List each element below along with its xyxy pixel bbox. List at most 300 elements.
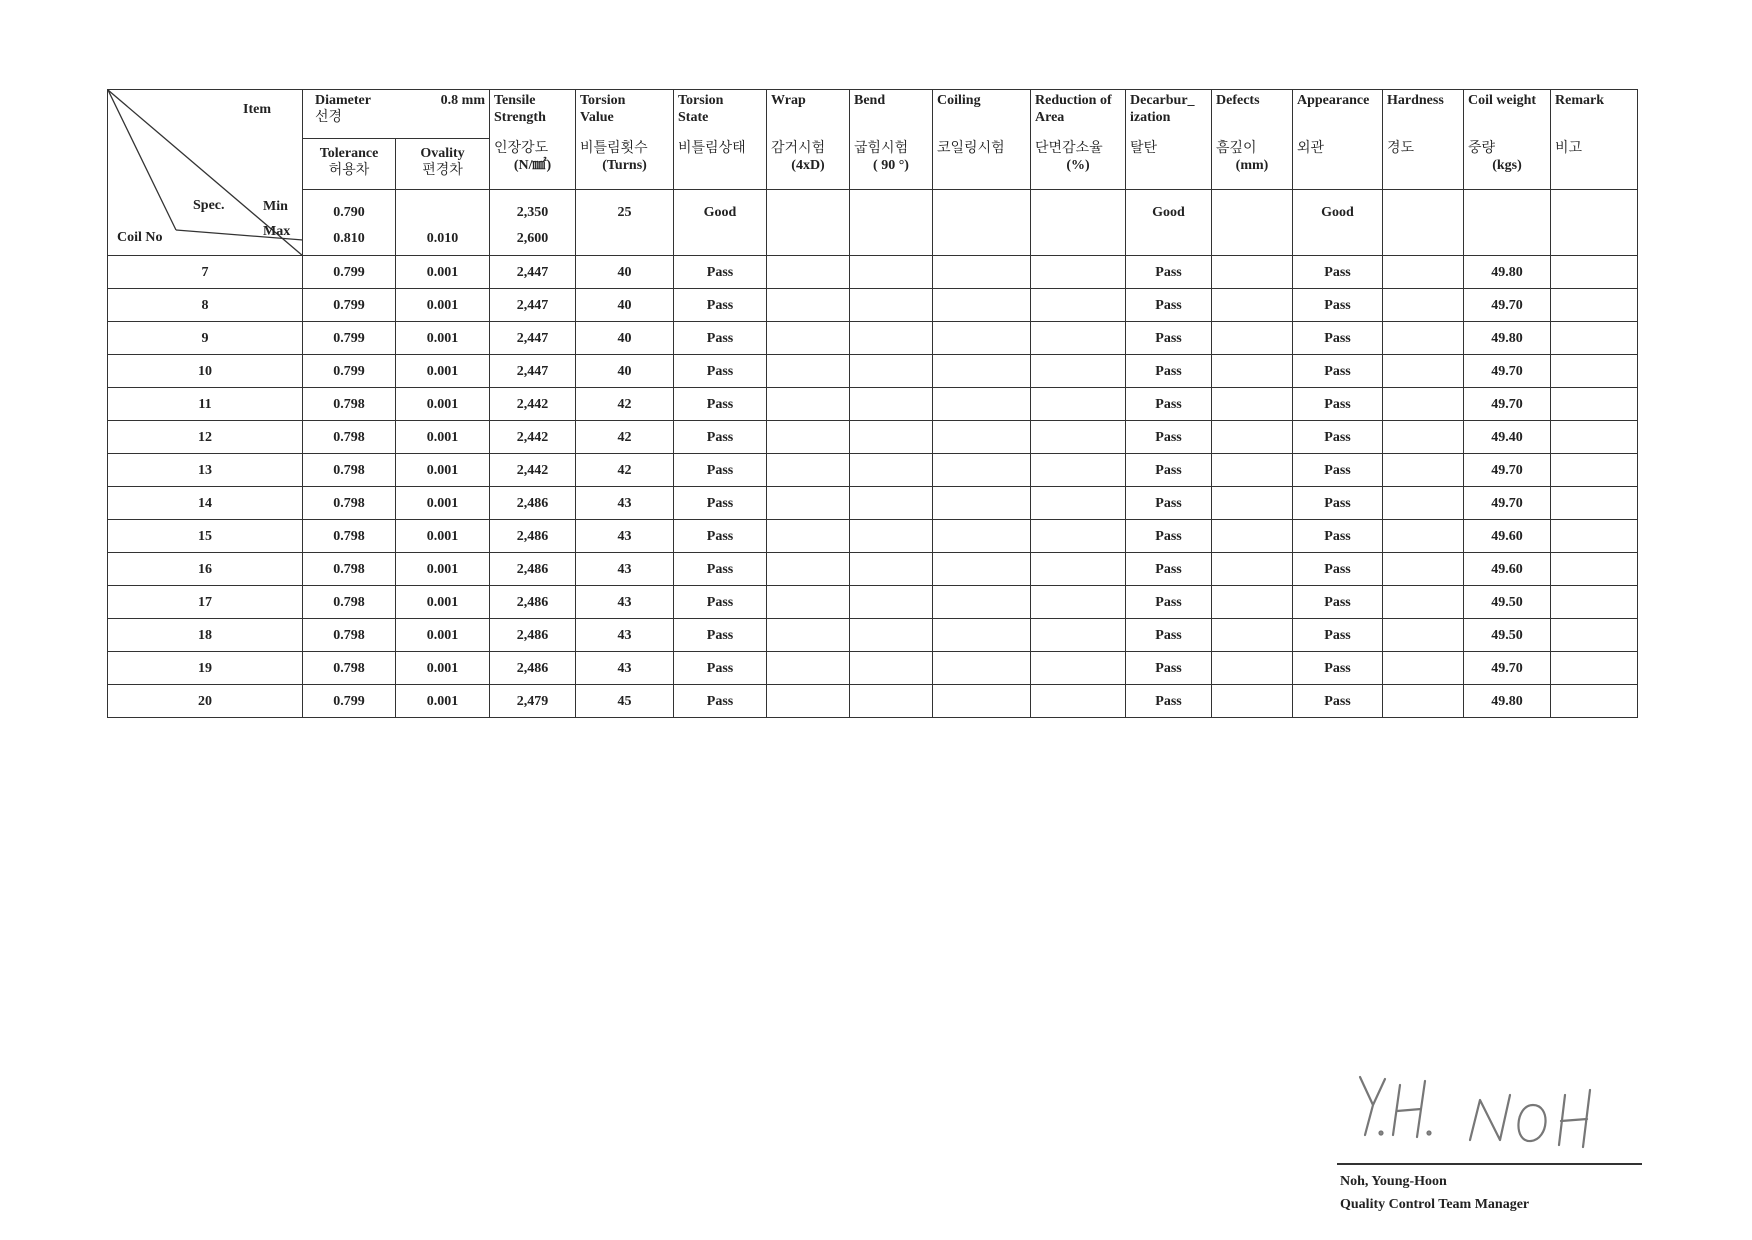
table-row	[108, 355, 1638, 388]
ovality-cell: 0.001	[396, 355, 490, 388]
inspection-table	[107, 89, 1638, 718]
ovality-header	[396, 139, 490, 190]
defects-label: Defects	[1216, 93, 1260, 108]
table-row	[108, 520, 1638, 553]
reduction-unit: (%)	[1066, 158, 1090, 173]
spec-min-tensile: 2,350	[516, 205, 549, 220]
defects-cell	[1212, 256, 1293, 289]
tolerance-header	[303, 139, 396, 190]
table-row	[108, 289, 1638, 322]
remark-cell	[1551, 289, 1638, 322]
coil-weight-cell: 49.80	[1464, 685, 1551, 718]
hardness-cell	[1383, 322, 1464, 355]
bend-header	[850, 90, 933, 190]
coil-no-cell: 17	[108, 586, 303, 619]
tensile-cell: 2,486	[490, 652, 576, 685]
reduction-cell	[1031, 487, 1126, 520]
tensile-ko: 인장강도	[494, 140, 549, 156]
coil-weight-cell: 49.70	[1464, 454, 1551, 487]
coiling-ko: 코일링시험	[937, 140, 1005, 156]
torsion-state-cell: Pass	[674, 421, 767, 454]
diameter-cell: 0.798	[303, 421, 396, 454]
coil-weight-cell: 49.80	[1464, 322, 1551, 355]
coil-weight-header	[1464, 90, 1551, 190]
tensile-cell: 2,479	[490, 685, 576, 718]
coil-weight-cell: 49.70	[1464, 652, 1551, 685]
hardness-cell	[1383, 388, 1464, 421]
coil-weight-cell: 49.70	[1464, 355, 1551, 388]
torsion-value-label-2: Value	[580, 110, 614, 125]
reduction-cell	[1031, 553, 1126, 586]
handwritten-signature	[1355, 1065, 1615, 1155]
coiling-cell	[933, 454, 1031, 487]
decarb-ko: 탈탄	[1130, 140, 1158, 156]
spec-torsion: 25	[576, 190, 674, 256]
torsion-state-ko: 비틀림상태	[678, 140, 746, 156]
coiling-cell	[933, 652, 1031, 685]
wrap-cell	[767, 388, 850, 421]
remark-cell	[1551, 685, 1638, 718]
coiling-cell	[933, 553, 1031, 586]
defects-cell	[1212, 454, 1293, 487]
corner-item-label: Item	[243, 102, 271, 117]
remark-cell	[1551, 454, 1638, 487]
spec-tensile	[490, 190, 576, 256]
tensile-cell: 2,486	[490, 520, 576, 553]
reduction-cell	[1031, 619, 1126, 652]
table-row	[108, 256, 1638, 289]
torsion-state-cell: Pass	[674, 685, 767, 718]
reduction-cell	[1031, 289, 1126, 322]
remark-cell	[1551, 322, 1638, 355]
torsion-value-cell: 43	[576, 520, 674, 553]
torsion-value-cell: 40	[576, 289, 674, 322]
defects-cell	[1212, 553, 1293, 586]
hardness-cell	[1383, 289, 1464, 322]
defects-header	[1212, 90, 1293, 190]
torsion-state-cell: Pass	[674, 355, 767, 388]
bend-ko: 굽힘시험	[854, 140, 909, 156]
coil-weight-cell: 49.70	[1464, 289, 1551, 322]
coil-weight-cell: 49.80	[1464, 256, 1551, 289]
ovality-cell: 0.001	[396, 652, 490, 685]
bend-cell	[850, 553, 933, 586]
reduction-cell	[1031, 586, 1126, 619]
coiling-cell	[933, 289, 1031, 322]
spec-remark	[1551, 190, 1638, 256]
spec-coil-weight	[1464, 190, 1551, 256]
tensile-cell: 2,447	[490, 322, 576, 355]
appearance-cell: Pass	[1293, 586, 1383, 619]
coil-weight-unit: (kgs)	[1492, 158, 1522, 173]
bend-cell	[850, 322, 933, 355]
appearance-cell: Pass	[1293, 454, 1383, 487]
ovality-cell: 0.001	[396, 289, 490, 322]
diameter-value: 0.8 mm	[440, 93, 485, 108]
bend-cell	[850, 256, 933, 289]
tensile-unit: (N/㎟)	[513, 158, 552, 173]
decarb-cell: Pass	[1126, 685, 1212, 718]
coil-weight-ko: 중량	[1468, 140, 1496, 156]
decarb-header	[1126, 90, 1212, 190]
ovality-label: Ovality	[420, 146, 465, 161]
hardness-cell	[1383, 619, 1464, 652]
coil-no-cell: 14	[108, 487, 303, 520]
reduction-cell	[1031, 388, 1126, 421]
decarb-cell: Pass	[1126, 289, 1212, 322]
appearance-ko: 외관	[1297, 140, 1325, 156]
hardness-cell	[1383, 421, 1464, 454]
data-rows	[108, 256, 1638, 718]
corner-coil-no-label: Coil No	[117, 230, 163, 245]
wrap-cell	[767, 487, 850, 520]
spec-wrap	[767, 190, 850, 256]
coil-weight-cell: 49.50	[1464, 586, 1551, 619]
tensile-cell: 2,486	[490, 487, 576, 520]
coiling-cell	[933, 256, 1031, 289]
bend-cell	[850, 421, 933, 454]
torsion-state-label-1: Torsion	[678, 93, 724, 108]
decarb-cell: Pass	[1126, 322, 1212, 355]
coiling-cell	[933, 322, 1031, 355]
remark-cell	[1551, 553, 1638, 586]
reduction-cell	[1031, 520, 1126, 553]
diameter-label: Diameter	[315, 93, 371, 108]
torsion-value-cell: 42	[576, 388, 674, 421]
table-row	[108, 487, 1638, 520]
hardness-cell	[1383, 487, 1464, 520]
reduction-header	[1031, 90, 1126, 190]
table-row	[108, 685, 1638, 718]
signature-line	[1337, 1163, 1642, 1165]
remark-label: Remark	[1555, 93, 1604, 108]
defects-cell	[1212, 421, 1293, 454]
defects-cell	[1212, 322, 1293, 355]
wrap-header	[767, 90, 850, 190]
bend-cell	[850, 520, 933, 553]
bend-cell	[850, 652, 933, 685]
coiling-cell	[933, 421, 1031, 454]
ovality-cell: 0.001	[396, 454, 490, 487]
remark-cell	[1551, 619, 1638, 652]
hardness-cell	[1383, 685, 1464, 718]
spec-coiling	[933, 190, 1031, 256]
coil-no-cell: 16	[108, 553, 303, 586]
tensile-cell: 2,486	[490, 619, 576, 652]
diameter-ko: 선경	[315, 109, 343, 125]
coiling-cell	[933, 619, 1031, 652]
hardness-header	[1383, 90, 1464, 190]
bend-cell	[850, 586, 933, 619]
defects-cell	[1212, 289, 1293, 322]
remark-header	[1551, 90, 1638, 190]
hardness-ko: 경도	[1387, 140, 1415, 156]
table-row	[108, 586, 1638, 619]
defects-cell	[1212, 355, 1293, 388]
wrap-cell	[767, 652, 850, 685]
spec-row	[108, 190, 1638, 256]
spec-decarb: Good	[1126, 190, 1212, 256]
bend-cell	[850, 355, 933, 388]
reduction-cell	[1031, 454, 1126, 487]
torsion-state-cell: Pass	[674, 322, 767, 355]
appearance-cell: Pass	[1293, 685, 1383, 718]
ovality-cell: 0.001	[396, 487, 490, 520]
decarb-cell: Pass	[1126, 256, 1212, 289]
tensile-cell: 2,486	[490, 553, 576, 586]
reduction-ko: 단면감소율	[1035, 140, 1103, 156]
defects-cell	[1212, 487, 1293, 520]
table-row	[108, 619, 1638, 652]
diameter-cell: 0.798	[303, 454, 396, 487]
ovality-cell: 0.001	[396, 256, 490, 289]
defects-cell	[1212, 520, 1293, 553]
diameter-cell: 0.799	[303, 289, 396, 322]
wrap-cell	[767, 454, 850, 487]
coiling-cell	[933, 520, 1031, 553]
torsion-state-cell: Pass	[674, 256, 767, 289]
coil-weight-cell: 49.70	[1464, 388, 1551, 421]
remark-cell	[1551, 586, 1638, 619]
tensile-cell: 2,442	[490, 454, 576, 487]
tensile-cell: 2,447	[490, 256, 576, 289]
decarb-label-2: ization	[1130, 110, 1171, 125]
tensile-label-2: Strength	[494, 110, 546, 125]
signer-title: Quality Control Team Manager	[1340, 1197, 1530, 1212]
torsion-value-cell: 40	[576, 355, 674, 388]
tensile-cell: 2,447	[490, 289, 576, 322]
diameter-cell: 0.799	[303, 322, 396, 355]
torsion-value-label-1: Torsion	[580, 93, 626, 108]
diameter-cell: 0.798	[303, 619, 396, 652]
diameter-cell: 0.798	[303, 553, 396, 586]
appearance-cell: Pass	[1293, 652, 1383, 685]
torsion-value-header	[576, 90, 674, 190]
decarb-cell: Pass	[1126, 619, 1212, 652]
diameter-cell: 0.798	[303, 520, 396, 553]
coiling-cell	[933, 586, 1031, 619]
bend-label: Bend	[854, 93, 886, 108]
defects-cell	[1212, 652, 1293, 685]
ovality-cell: 0.001	[396, 322, 490, 355]
diameter-header	[303, 90, 490, 139]
torsion-state-cell: Pass	[674, 454, 767, 487]
spec-defects	[1212, 190, 1293, 256]
spec-appearance: Good	[1293, 190, 1383, 256]
reduction-label-2: Area	[1035, 110, 1065, 125]
torsion-value-cell: 43	[576, 586, 674, 619]
torsion-value-cell: 42	[576, 454, 674, 487]
remark-cell	[1551, 421, 1638, 454]
decarb-cell: Pass	[1126, 553, 1212, 586]
appearance-header	[1293, 90, 1383, 190]
ovality-cell: 0.001	[396, 619, 490, 652]
inspection-sheet	[107, 89, 1638, 718]
bend-cell	[850, 619, 933, 652]
coil-weight-cell: 49.50	[1464, 619, 1551, 652]
defects-cell	[1212, 388, 1293, 421]
appearance-cell: Pass	[1293, 487, 1383, 520]
remark-cell	[1551, 256, 1638, 289]
torsion-value-unit: (Turns)	[602, 158, 647, 173]
wrap-cell	[767, 619, 850, 652]
signer-name: Noh, Young-Hoon	[1340, 1174, 1447, 1189]
defects-cell	[1212, 619, 1293, 652]
bend-unit: ( 90 °)	[873, 158, 909, 173]
coil-no-cell: 10	[108, 355, 303, 388]
defects-ko: 흠깊이	[1216, 140, 1257, 156]
wrap-cell	[767, 685, 850, 718]
ovality-cell: 0.001	[396, 388, 490, 421]
ovality-cell: 0.001	[396, 520, 490, 553]
spec-min-diameter: 0.790	[333, 205, 365, 220]
torsion-state-cell: Pass	[674, 289, 767, 322]
decarb-cell: Pass	[1126, 421, 1212, 454]
tensile-header	[490, 90, 576, 190]
hardness-label: Hardness	[1387, 93, 1444, 108]
torsion-state-cell: Pass	[674, 619, 767, 652]
wrap-cell	[767, 586, 850, 619]
tolerance-label: Tolerance	[319, 146, 379, 161]
decarb-cell: Pass	[1126, 454, 1212, 487]
torsion-value-cell: 43	[576, 487, 674, 520]
torsion-state-header	[674, 90, 767, 190]
remark-cell	[1551, 388, 1638, 421]
coil-no-cell: 8	[108, 289, 303, 322]
spec-reduction	[1031, 190, 1126, 256]
hardness-cell	[1383, 520, 1464, 553]
diameter-cell: 0.798	[303, 652, 396, 685]
appearance-cell: Pass	[1293, 553, 1383, 586]
ovality-ko: 편경차	[422, 162, 463, 178]
torsion-value-cell: 43	[576, 553, 674, 586]
wrap-cell	[767, 289, 850, 322]
coiling-cell	[933, 388, 1031, 421]
ovality-cell: 0.001	[396, 586, 490, 619]
diameter-cell: 0.798	[303, 487, 396, 520]
wrap-cell	[767, 553, 850, 586]
bend-cell	[850, 289, 933, 322]
coil-weight-cell: 49.60	[1464, 520, 1551, 553]
hardness-cell	[1383, 256, 1464, 289]
coil-no-cell: 15	[108, 520, 303, 553]
torsion-state-cell: Pass	[674, 553, 767, 586]
tensile-cell: 2,447	[490, 355, 576, 388]
torsion-state-cell: Pass	[674, 520, 767, 553]
hardness-cell	[1383, 454, 1464, 487]
spec-bend	[850, 190, 933, 256]
torsion-value-cell: 42	[576, 421, 674, 454]
tolerance-ko: 허용차	[328, 162, 370, 178]
wrap-cell	[767, 520, 850, 553]
remark-cell	[1551, 520, 1638, 553]
diameter-cell: 0.799	[303, 355, 396, 388]
table-row	[108, 388, 1638, 421]
bend-cell	[850, 454, 933, 487]
wrap-cell	[767, 421, 850, 454]
torsion-state-cell: Pass	[674, 388, 767, 421]
corner-min-label: Min	[263, 199, 288, 214]
decarb-label-1: Decarbur_	[1130, 93, 1195, 108]
hardness-cell	[1383, 652, 1464, 685]
spec-ovality	[396, 190, 490, 256]
wrap-label: Wrap	[771, 93, 806, 108]
table-row	[108, 553, 1638, 586]
wrap-cell	[767, 322, 850, 355]
tensile-label-1: Tensile	[494, 93, 536, 108]
decarb-cell: Pass	[1126, 487, 1212, 520]
reduction-label-1: Reduction of	[1035, 93, 1112, 108]
appearance-cell: Pass	[1293, 355, 1383, 388]
spec-max-diameter: 0.810	[333, 231, 365, 246]
appearance-cell: Pass	[1293, 520, 1383, 553]
torsion-value-cell: 40	[576, 322, 674, 355]
decarb-cell: Pass	[1126, 388, 1212, 421]
spec-max-tensile: 2,600	[516, 231, 549, 246]
corner-spec-label: Spec.	[193, 198, 225, 213]
appearance-cell: Pass	[1293, 289, 1383, 322]
coil-weight-label: Coil weight	[1468, 93, 1537, 108]
bend-cell	[850, 685, 933, 718]
wrap-ko: 감거시험	[771, 140, 826, 156]
diameter-cell: 0.799	[303, 256, 396, 289]
coil-no-cell: 20	[108, 685, 303, 718]
table-row	[108, 454, 1638, 487]
coil-no-cell: 9	[108, 322, 303, 355]
diameter-cell: 0.798	[303, 388, 396, 421]
coil-no-cell: 18	[108, 619, 303, 652]
reduction-cell	[1031, 355, 1126, 388]
reduction-cell	[1031, 322, 1126, 355]
defects-unit: (mm)	[1235, 158, 1269, 173]
torsion-state-cell: Pass	[674, 487, 767, 520]
appearance-label: Appearance	[1297, 93, 1370, 108]
reduction-cell	[1031, 652, 1126, 685]
table-row	[108, 652, 1638, 685]
hardness-cell	[1383, 553, 1464, 586]
tensile-cell: 2,442	[490, 388, 576, 421]
torsion-value-cell: 40	[576, 256, 674, 289]
appearance-cell: Pass	[1293, 322, 1383, 355]
remark-cell	[1551, 487, 1638, 520]
coiling-cell	[933, 685, 1031, 718]
reduction-cell	[1031, 685, 1126, 718]
spec-hardness	[1383, 190, 1464, 256]
spec-diameter	[303, 190, 396, 256]
diameter-cell: 0.798	[303, 586, 396, 619]
ovality-cell: 0.001	[396, 685, 490, 718]
coil-no-cell: 19	[108, 652, 303, 685]
appearance-cell: Pass	[1293, 388, 1383, 421]
torsion-state-label-2: State	[678, 110, 709, 125]
signature-block	[1340, 1170, 1529, 1216]
diameter-cell: 0.799	[303, 685, 396, 718]
ovality-cell: 0.001	[396, 421, 490, 454]
remark-ko: 비고	[1555, 140, 1583, 156]
torsion-value-cell: 45	[576, 685, 674, 718]
hardness-cell	[1383, 586, 1464, 619]
decarb-cell: Pass	[1126, 586, 1212, 619]
coil-no-cell: 7	[108, 256, 303, 289]
bend-cell	[850, 487, 933, 520]
coil-no-cell: 11	[108, 388, 303, 421]
corner-max-label: Max	[263, 224, 291, 239]
appearance-cell: Pass	[1293, 421, 1383, 454]
spec-max-ovality: 0.010	[426, 231, 459, 246]
torsion-state-cell: Pass	[674, 652, 767, 685]
torsion-value-cell: 43	[576, 652, 674, 685]
remark-cell	[1551, 355, 1638, 388]
